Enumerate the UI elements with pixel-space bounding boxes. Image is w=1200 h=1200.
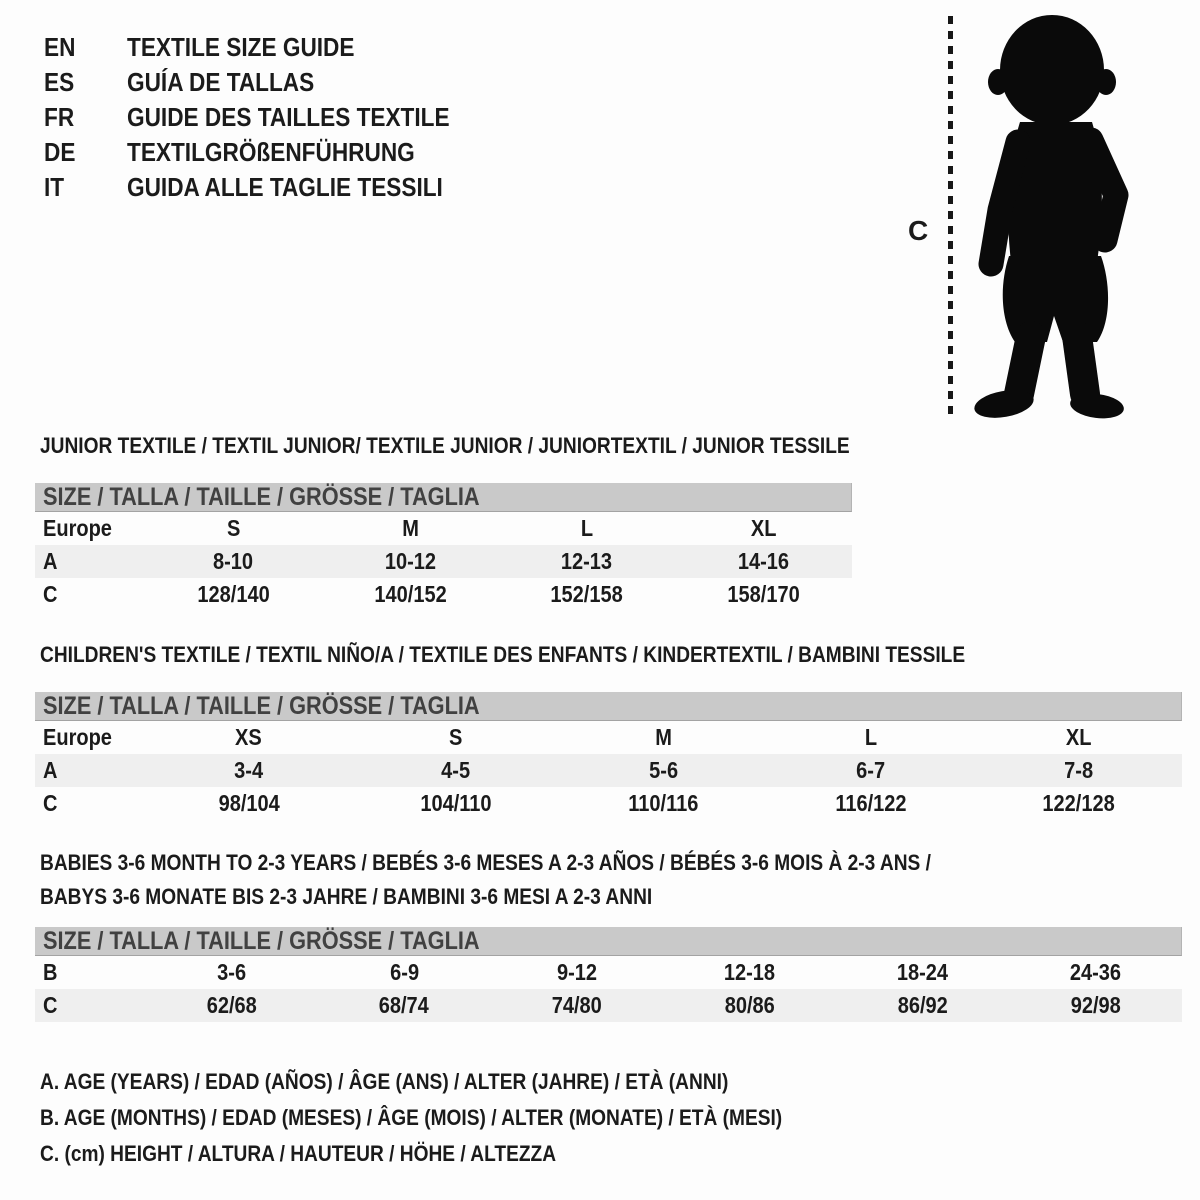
table-row-europe xyxy=(35,512,852,545)
language-code-text: IT xyxy=(44,172,65,202)
table-cell-text: 8-10 xyxy=(213,548,254,574)
table-cell-text: 12-13 xyxy=(561,548,613,574)
table-cell xyxy=(663,959,836,986)
table-cell xyxy=(975,790,1182,817)
silhouette-ear-left xyxy=(988,69,1008,95)
table-cell xyxy=(145,548,322,575)
table-row-a xyxy=(35,545,852,578)
table-cell-text: 9-12 xyxy=(557,959,598,985)
silhouette-head xyxy=(1000,15,1104,125)
table-cell-text: 24-36 xyxy=(1069,959,1122,985)
table-cell xyxy=(975,724,1182,751)
table-cell xyxy=(322,548,499,575)
section-title xyxy=(35,846,1182,880)
table-cell xyxy=(499,581,676,608)
table-cell-text: 98/104 xyxy=(218,790,280,816)
section-title xyxy=(35,433,852,458)
table-cell xyxy=(560,724,767,751)
size-header-text: SIZE / TALLA / TAILLE / GRÖSSE / TAGLIA xyxy=(43,692,480,720)
table-cell xyxy=(145,515,322,542)
size-header-bar xyxy=(35,692,1182,721)
row-label-text: Europe xyxy=(43,724,112,750)
section-babies xyxy=(35,846,1182,1022)
table-cell xyxy=(145,790,352,817)
language-row xyxy=(44,65,498,100)
table-row-a xyxy=(35,754,1182,787)
table-cell-text: L xyxy=(864,724,878,750)
table-cell-text: M xyxy=(401,515,419,541)
language-row xyxy=(44,30,498,65)
table-cell-text: XL xyxy=(750,515,777,541)
table-cell xyxy=(491,959,664,986)
legend-line-text: B. AGE (MONTHS) / EDAD (MESES) / ÂGE (MOIS) / ALTER (MONATE) / ETÀ (MESI) xyxy=(40,1105,783,1130)
table-cell-text: 116/122 xyxy=(835,790,907,816)
table-row-europe xyxy=(35,721,1182,754)
language-label xyxy=(127,172,498,203)
size-header-bar xyxy=(35,927,1182,956)
table-cell-text: 140/152 xyxy=(373,581,447,607)
table-cell-text: 104/110 xyxy=(420,790,492,816)
row-label-text: C xyxy=(43,992,58,1018)
table-cell xyxy=(975,757,1182,784)
table-cell-text: L xyxy=(580,515,593,541)
table-cell-text: 18-24 xyxy=(897,959,949,985)
language-label-text: GUIDA ALLE TAGLIE TESSILI xyxy=(127,172,443,202)
language-label xyxy=(127,102,498,133)
language-label-text: GUIDE DES TAILLES TEXTILE xyxy=(127,102,450,132)
table-row-c xyxy=(35,989,1182,1022)
section-title xyxy=(35,642,1182,667)
table-cell xyxy=(767,724,974,751)
table-cell xyxy=(663,992,836,1019)
table-cell-text: 3-4 xyxy=(234,757,264,783)
section-title xyxy=(35,880,1182,914)
language-label-text: TEXTILGRÖßENFÜHRUNG xyxy=(127,137,415,167)
height-measure-label: C xyxy=(908,215,929,246)
section-title-text: BABYS 3-6 MONATE BIS 2-3 JAHRE / BAMBINI 3-6 MESI A 2-3 ANNI xyxy=(40,884,653,909)
silhouette-leg-right xyxy=(1077,336,1085,394)
row-label-text: A xyxy=(43,548,58,574)
language-code xyxy=(44,172,127,203)
table-cell xyxy=(767,757,974,784)
table-cell xyxy=(145,757,352,784)
language-row xyxy=(44,100,498,135)
table-cell xyxy=(836,992,1009,1019)
language-label xyxy=(127,67,498,98)
legend xyxy=(40,1064,893,1172)
row-label xyxy=(35,581,145,608)
table-cell-text: 62/68 xyxy=(206,992,257,1018)
table-cell-text: 5-6 xyxy=(649,757,678,783)
table-cell-text: 12-18 xyxy=(724,959,776,985)
language-label-text: GUÍA DE TALLAS xyxy=(127,67,315,97)
row-label xyxy=(35,724,145,751)
language-code-text: FR xyxy=(44,102,75,132)
row-label-text: C xyxy=(43,581,58,607)
row-label xyxy=(35,959,145,986)
silhouette-ear-right xyxy=(1096,69,1116,95)
table-cell-text: XL xyxy=(1065,724,1092,750)
row-label xyxy=(35,757,145,784)
table-cell xyxy=(145,959,318,986)
table-cell xyxy=(145,581,322,608)
section-title-text: BABIES 3-6 MONTH TO 2-3 YEARS / BEBÉS 3-6 MESES A 2-3 AÑOS / BÉBÉS 3-6 MOIS À 2-3 ANS / xyxy=(40,850,931,875)
row-label xyxy=(35,515,145,542)
table-cell xyxy=(318,959,491,986)
language-row xyxy=(44,170,498,205)
table-cell-text: 158/170 xyxy=(727,581,800,607)
size-header-text: SIZE / TALLA / TAILLE / GRÖSSE / TAGLIA xyxy=(43,483,480,511)
table-cell-text: M xyxy=(655,724,672,750)
language-code xyxy=(44,137,127,168)
table-cell-text: 74/80 xyxy=(552,992,603,1018)
row-label xyxy=(35,790,145,817)
legend-line-text: C. (cm) HEIGHT / ALTURA / HAUTEUR / HÖHE / ALTEZZA xyxy=(40,1141,557,1166)
table-cell-text: S xyxy=(449,724,463,750)
table-cell-text: 4-5 xyxy=(441,757,471,783)
language-code xyxy=(44,102,127,133)
toddler-silhouette-image xyxy=(958,10,1150,426)
row-label-text: A xyxy=(43,757,58,783)
table-cell-text: 14-16 xyxy=(738,548,790,574)
table-cell xyxy=(352,724,559,751)
language-label xyxy=(127,32,498,63)
table-cell-text: 86/92 xyxy=(897,992,948,1018)
language-code-text: ES xyxy=(44,67,75,97)
language-row xyxy=(44,135,498,170)
table-cell xyxy=(352,790,559,817)
language-code-text: EN xyxy=(44,32,76,62)
table-cell xyxy=(1009,992,1182,1019)
section-title-text: JUNIOR TEXTILE / TEXTIL JUNIOR/ TEXTILE JUNIOR / JUNIORTEXTIL / JUNIOR TESSILE xyxy=(40,433,850,458)
language-code-text: DE xyxy=(44,137,76,167)
size-header-bar xyxy=(35,483,852,512)
silhouette-leg-left xyxy=(1019,336,1031,394)
table-cell-text: 6-9 xyxy=(389,959,419,985)
height-dashed-line xyxy=(948,16,953,418)
table-cell xyxy=(560,757,767,784)
table-cell-text: 68/74 xyxy=(379,992,430,1018)
legend-line xyxy=(40,1064,893,1100)
table-cell-text: 152/158 xyxy=(550,581,624,607)
size-header-text: SIZE / TALLA / TAILLE / GRÖSSE / TAGLIA xyxy=(43,927,480,955)
table-cell-text: 122/128 xyxy=(1042,790,1115,816)
table-cell-text: 92/98 xyxy=(1070,992,1121,1018)
table-cell-text: 110/116 xyxy=(628,790,699,816)
row-label-text: Europe xyxy=(43,515,112,541)
language-code xyxy=(44,67,127,98)
legend-line-text: A. AGE (YEARS) / EDAD (AÑOS) / ÂGE (ANS) / ALTER (JAHRE) / ETÀ (ANNI) xyxy=(40,1069,729,1094)
section-junior xyxy=(35,433,852,611)
table-row-c xyxy=(35,787,1182,820)
row-label xyxy=(35,548,145,575)
language-label-text: TEXTILE SIZE GUIDE xyxy=(127,32,355,62)
language-label xyxy=(127,137,498,168)
table-cell xyxy=(560,790,767,817)
table-cell-text: 128/140 xyxy=(197,581,270,607)
table-cell xyxy=(491,992,664,1019)
table-cell xyxy=(322,515,499,542)
row-label-text: C xyxy=(43,790,58,816)
legend-line xyxy=(40,1136,893,1172)
table-cell xyxy=(499,515,676,542)
legend-line xyxy=(40,1100,893,1136)
row-label xyxy=(35,992,145,1019)
language-title-list xyxy=(44,30,498,205)
section-children xyxy=(35,642,1182,820)
table-cell-text: 10-12 xyxy=(384,548,436,574)
table-row-b xyxy=(35,956,1182,989)
table-cell xyxy=(767,790,974,817)
row-label-text: B xyxy=(43,959,58,985)
table-cell-text: S xyxy=(226,515,241,541)
language-code xyxy=(44,32,127,63)
table-cell xyxy=(145,992,318,1019)
table-cell xyxy=(675,515,852,542)
table-cell-text: XS xyxy=(235,724,263,750)
table-cell-text: 80/86 xyxy=(724,992,775,1018)
table-cell xyxy=(352,757,559,784)
table-cell xyxy=(145,724,352,751)
table-cell-text: 6-7 xyxy=(856,757,886,783)
table-cell-text: 7-8 xyxy=(1063,757,1093,783)
section-title-text: CHILDREN'S TEXTILE / TEXTIL NIÑO/A / TEXTILE DES ENFANTS / KINDERTEXTIL / BAMBINI TESSILE xyxy=(40,642,966,667)
table-cell xyxy=(675,548,852,575)
table-cell xyxy=(836,959,1009,986)
table-cell xyxy=(1009,959,1182,986)
table-cell xyxy=(499,548,676,575)
table-cell xyxy=(675,581,852,608)
table-row-c xyxy=(35,578,852,611)
table-cell-text: 3-6 xyxy=(216,959,246,985)
table-cell xyxy=(322,581,499,608)
table-cell xyxy=(318,992,491,1019)
